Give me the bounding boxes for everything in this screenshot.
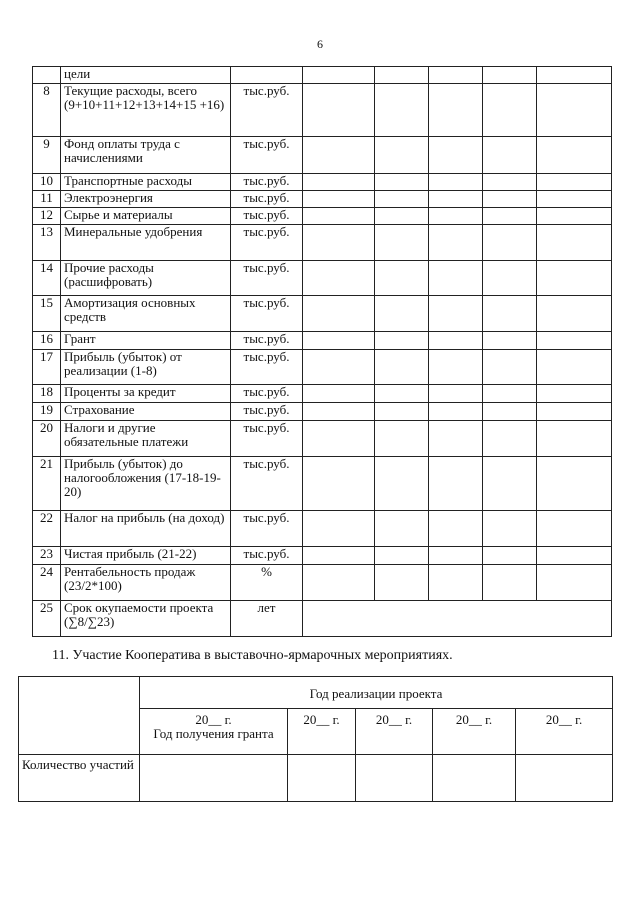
row-number-cell: 15	[33, 296, 61, 332]
unit-cell: тыс.руб.	[231, 511, 303, 547]
table-row	[33, 601, 612, 637]
value-cell[interactable]	[303, 208, 375, 225]
year-header: 20__ г.	[356, 709, 433, 755]
corner-cell	[19, 677, 140, 755]
value-cell[interactable]	[483, 403, 537, 421]
value-cell[interactable]	[483, 208, 537, 225]
row-name-cell: Проценты за кредит	[61, 385, 231, 403]
year-label: 20__ г.	[195, 712, 232, 727]
table-row	[33, 421, 612, 457]
value-cell[interactable]	[375, 137, 429, 174]
row-name-cell: Текущие расходы, всего (9+10+11+12+13+14+15 +16)	[61, 84, 231, 137]
value-cell[interactable]	[537, 565, 612, 601]
row-name-cell: Срок окупаемости проекта (∑8/∑23)	[61, 601, 231, 637]
row-name-cell: Транспортные расходы	[61, 174, 231, 191]
row-number-cell: 24	[33, 565, 61, 601]
value-cell[interactable]	[537, 208, 612, 225]
table-row-continuation	[33, 67, 612, 84]
value-cell[interactable]	[303, 403, 375, 421]
value-cell[interactable]	[429, 350, 483, 385]
exhibition-participation-table	[18, 676, 613, 802]
year-header: 20__ г.	[433, 709, 516, 755]
year-header: 20__ г.	[288, 709, 356, 755]
value-cell[interactable]	[537, 385, 612, 403]
value-cell[interactable]	[483, 296, 537, 332]
row-number-cell: 23	[33, 547, 61, 565]
value-cell[interactable]	[375, 511, 429, 547]
row-name-cell: Амортизация основных средств	[61, 296, 231, 332]
unit-cell: тыс.руб.	[231, 385, 303, 403]
row-name-cell: Налоги и другие обязательные платежи	[61, 421, 231, 457]
unit-cell: тыс.руб.	[231, 350, 303, 385]
value-cell[interactable]	[356, 755, 433, 802]
unit-cell: тыс.руб.	[231, 261, 303, 296]
unit-cell: тыс.руб.	[231, 208, 303, 225]
value-cell[interactable]	[483, 350, 537, 385]
unit-cell: тыс.руб.	[231, 191, 303, 208]
page-number: 6	[317, 37, 323, 51]
value-cell[interactable]	[433, 755, 516, 802]
value-cell[interactable]	[483, 511, 537, 547]
value-cell[interactable]	[537, 137, 612, 174]
table-row	[33, 208, 612, 225]
table-row	[33, 403, 612, 421]
value-cell[interactable]	[537, 67, 612, 84]
value-cell[interactable]	[303, 547, 375, 565]
value-cell[interactable]	[375, 191, 429, 208]
row-number-cell: 21	[33, 457, 61, 511]
value-cell[interactable]	[537, 225, 612, 261]
value-cell[interactable]	[429, 511, 483, 547]
value-cell[interactable]	[375, 421, 429, 457]
row-name-cell: цели	[61, 67, 231, 84]
row-name-cell: Рентабельность продаж (23/2*100)	[61, 565, 231, 601]
participation-count-label: Количество участий	[19, 755, 140, 802]
value-cell[interactable]	[429, 296, 483, 332]
value-cell[interactable]	[537, 403, 612, 421]
value-cell[interactable]	[303, 67, 375, 84]
value-cell[interactable]	[303, 137, 375, 174]
value-cell[interactable]	[537, 457, 612, 511]
table-row	[33, 511, 612, 547]
value-cell[interactable]	[375, 174, 429, 191]
value-cell[interactable]	[303, 84, 375, 137]
row-name-cell: Прибыль (убыток) от реализации (1-8)	[61, 350, 231, 385]
value-cell[interactable]	[375, 208, 429, 225]
value-cell[interactable]	[483, 84, 537, 137]
value-cell[interactable]	[429, 332, 483, 350]
value-cell[interactable]	[288, 755, 356, 802]
value-cell[interactable]	[537, 261, 612, 296]
table-row	[33, 350, 612, 385]
table-row	[33, 137, 612, 174]
project-year-header: Год реализации проекта	[140, 677, 613, 709]
value-cell[interactable]	[303, 457, 375, 511]
row-name-cell: Фонд оплаты труда с начислениями	[61, 137, 231, 174]
value-cell[interactable]	[375, 84, 429, 137]
value-cell[interactable]	[537, 296, 612, 332]
row-name-cell: Налог на прибыль (на доход)	[61, 511, 231, 547]
table-row	[33, 191, 612, 208]
table-row	[33, 565, 612, 601]
value-cell[interactable]	[429, 67, 483, 84]
row-number-cell	[33, 67, 61, 84]
value-cell[interactable]	[537, 511, 612, 547]
table-row	[33, 225, 612, 261]
value-cell[interactable]	[483, 332, 537, 350]
value-cell[interactable]	[303, 601, 612, 637]
unit-cell: тыс.руб.	[231, 547, 303, 565]
value-cell[interactable]	[429, 547, 483, 565]
value-cell[interactable]	[429, 208, 483, 225]
value-cell[interactable]	[483, 225, 537, 261]
value-cell[interactable]	[303, 350, 375, 385]
unit-cell: тыс.руб.	[231, 84, 303, 137]
value-cell[interactable]	[303, 511, 375, 547]
value-cell[interactable]	[303, 332, 375, 350]
value-cell[interactable]	[483, 174, 537, 191]
value-cell[interactable]	[375, 261, 429, 296]
table-row	[33, 296, 612, 332]
row-name-cell: Электроэнергия	[61, 191, 231, 208]
row-number-cell: 22	[33, 511, 61, 547]
value-cell[interactable]	[429, 385, 483, 403]
value-cell[interactable]	[537, 350, 612, 385]
value-cell[interactable]	[375, 225, 429, 261]
value-cell[interactable]	[429, 261, 483, 296]
value-cell[interactable]	[483, 457, 537, 511]
value-cell[interactable]	[537, 421, 612, 457]
value-cell[interactable]	[483, 421, 537, 457]
unit-cell: тыс.руб.	[231, 225, 303, 261]
value-cell[interactable]	[303, 296, 375, 332]
value-cell[interactable]	[375, 67, 429, 84]
value-cell[interactable]	[429, 174, 483, 191]
table-row	[33, 457, 612, 511]
unit-cell: тыс.руб.	[231, 332, 303, 350]
row-number-cell: 14	[33, 261, 61, 296]
value-cell[interactable]	[375, 457, 429, 511]
year-header-grant	[140, 709, 288, 755]
value-cell[interactable]	[375, 350, 429, 385]
value-cell[interactable]	[140, 755, 288, 802]
value-cell[interactable]	[429, 565, 483, 601]
value-cell[interactable]	[375, 565, 429, 601]
row-name-cell: Грант	[61, 332, 231, 350]
row-number-cell: 12	[33, 208, 61, 225]
unit-cell: тыс.руб.	[231, 137, 303, 174]
value-cell[interactable]	[429, 421, 483, 457]
grant-year-note: Год получения гранта	[153, 726, 274, 741]
section-title: 11. Участие Кооператива в выставочно-ярмарочных мероприятиях.	[52, 648, 453, 663]
row-name-cell: Прибыль (убыток) до налогообложения (17-18-19-20)	[61, 457, 231, 511]
row-name-cell: Прочие расходы (расшифровать)	[61, 261, 231, 296]
value-cell[interactable]	[303, 565, 375, 601]
year-header: 20__ г.	[516, 709, 613, 755]
value-cell[interactable]	[537, 191, 612, 208]
row-number-cell: 17	[33, 350, 61, 385]
value-cell[interactable]	[429, 225, 483, 261]
financial-indicators-table	[32, 66, 612, 637]
row-name-cell: Минеральные удобрения	[61, 225, 231, 261]
value-cell[interactable]	[429, 84, 483, 137]
table-row	[33, 332, 612, 350]
row-number-cell: 19	[33, 403, 61, 421]
row-number-cell: 16	[33, 332, 61, 350]
value-cell[interactable]	[375, 403, 429, 421]
table-row	[33, 174, 612, 191]
unit-cell: тыс.руб.	[231, 421, 303, 457]
value-cell[interactable]	[375, 296, 429, 332]
value-cell[interactable]	[303, 261, 375, 296]
unit-cell: тыс.руб.	[231, 457, 303, 511]
table-row	[33, 84, 612, 137]
row-name-cell: Чистая прибыль (21-22)	[61, 547, 231, 565]
value-cell[interactable]	[303, 421, 375, 457]
value-cell[interactable]	[483, 547, 537, 565]
unit-cell: тыс.руб.	[231, 174, 303, 191]
value-cell[interactable]	[537, 84, 612, 137]
unit-cell: лет	[231, 601, 303, 637]
row-number-cell: 11	[33, 191, 61, 208]
value-cell[interactable]	[483, 565, 537, 601]
value-cell[interactable]	[429, 191, 483, 208]
value-cell[interactable]	[429, 403, 483, 421]
value-cell[interactable]	[303, 385, 375, 403]
table-row	[33, 385, 612, 403]
value-cell[interactable]	[483, 191, 537, 208]
value-cell[interactable]	[483, 385, 537, 403]
row-number-cell: 18	[33, 385, 61, 403]
value-cell[interactable]	[303, 174, 375, 191]
row-name-cell: Сырье и материалы	[61, 208, 231, 225]
value-cell[interactable]	[537, 547, 612, 565]
value-cell[interactable]	[483, 261, 537, 296]
value-cell[interactable]	[303, 191, 375, 208]
value-cell[interactable]	[537, 174, 612, 191]
value-cell[interactable]	[429, 137, 483, 174]
row-number-cell: 25	[33, 601, 61, 637]
unit-cell: %	[231, 565, 303, 601]
table-row	[33, 547, 612, 565]
row-number-cell: 9	[33, 137, 61, 174]
unit-cell	[231, 67, 303, 84]
value-cell[interactable]	[303, 225, 375, 261]
row-name-cell: Страхование	[61, 403, 231, 421]
value-cell[interactable]	[537, 332, 612, 350]
value-cell[interactable]	[375, 385, 429, 403]
row-number-cell: 8	[33, 84, 61, 137]
value-cell[interactable]	[516, 755, 613, 802]
row-number-cell: 10	[33, 174, 61, 191]
value-cell[interactable]	[375, 332, 429, 350]
value-cell[interactable]	[375, 547, 429, 565]
unit-cell: тыс.руб.	[231, 403, 303, 421]
unit-cell: тыс.руб.	[231, 296, 303, 332]
value-cell[interactable]	[429, 457, 483, 511]
value-cell[interactable]	[483, 137, 537, 174]
row-number-cell: 20	[33, 421, 61, 457]
row-number-cell: 13	[33, 225, 61, 261]
value-cell[interactable]	[483, 67, 537, 84]
table-row	[33, 261, 612, 296]
